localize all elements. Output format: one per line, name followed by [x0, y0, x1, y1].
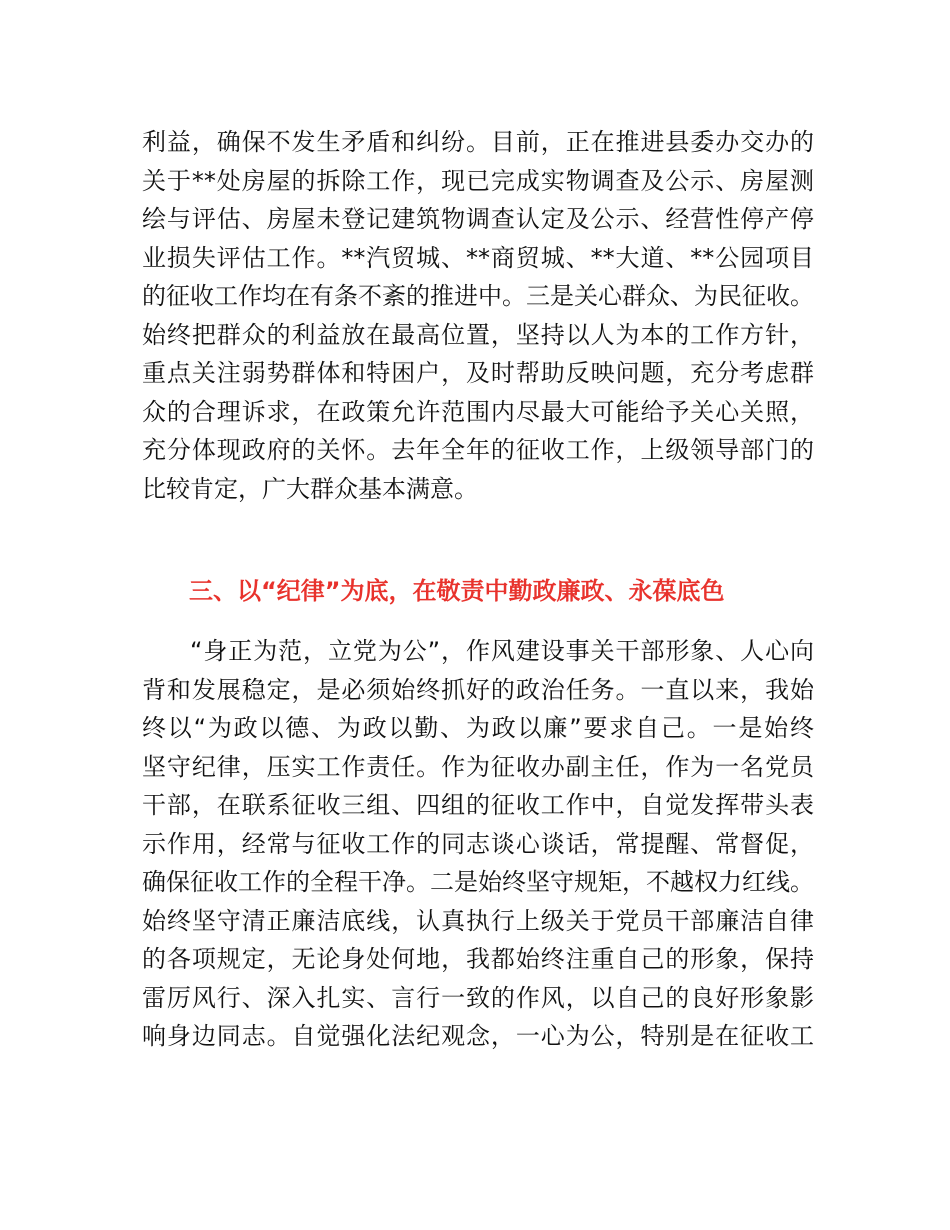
paragraph-line: 比较肯定，广大群众基本满意。 — [142, 474, 478, 503]
paragraph-line: 始终把群众的利益放在最高位置，坚持以人为本的工作方针， — [142, 320, 814, 349]
section-heading: 三、以“纪律”为底，在敬责中勤政廉政、永葆底色 — [189, 577, 725, 605]
paragraph-line: 响身边同志。自觉强化法纪观念，一心为公，特别是在征收工 — [142, 1022, 814, 1050]
body-paragraph-1 — [142, 123, 814, 508]
paragraph-line: “身正为范，立党为公”，作风建设事关干部形象、人心向 — [190, 637, 814, 665]
paragraph-line: 绘与评估、房屋未登记建筑物调查认定及公示、经营性停产停 — [142, 205, 814, 233]
paragraph-line: 重点关注弱势群体和特困户，及时帮助反映问题，充分考虑群 — [142, 359, 814, 387]
paragraph-line: 雷厉风行、深入扎实、言行一致的作风，以自己的良好形象影 — [142, 983, 814, 1012]
paragraph-line: 干部，在联系征收三组、四组的征收工作中，自觉发挥带头表 — [142, 791, 814, 819]
paragraph-line: 众的合理诉求，在政策允许范围内尽最大可能给予关心关照， — [142, 397, 814, 426]
paragraph-line: 坚守纪律，压实工作责任。作为征收办副主任，作为一名党员 — [142, 752, 814, 781]
body-paragraph-2 — [142, 632, 814, 1056]
paragraph-line: 充分体现政府的关怀。去年全年的征收工作，上级领导部门的 — [142, 436, 814, 464]
paragraph-line: 示作用，经常与征收工作的同志谈心谈话，常提醒、常督促， — [142, 829, 814, 858]
paragraph-line: 关于**处房屋的拆除工作，现已完成实物调查及公示、房屋测 — [142, 166, 814, 195]
paragraph-line: 确保征收工作的全程干净。二是始终坚守规矩，不越权力红线。 — [142, 868, 814, 896]
paragraph-line: 背和发展稳定，是必须始终抓好的政治任务。一直以来，我始 — [142, 675, 814, 704]
paragraph-line: 始终坚守清正廉洁底线，认真执行上级关于党员干部廉洁自律 — [142, 906, 814, 935]
paragraph-line: 业损失评估工作。**汽贸城、**商贸城、**大道、**公园项目 — [142, 243, 814, 272]
paragraph-line: 的征收工作均在有条不紊的推进中。三是关心群众、为民征收。 — [142, 282, 814, 310]
paragraph-line: 的各项规定，无论身处何地，我都始终注重自己的形象，保持 — [142, 945, 814, 973]
paragraph-line: 终以“为政以德、为政以勤、为政以廉”要求自己。一是始终 — [142, 714, 814, 742]
paragraph-line: 利益，确保不发生矛盾和纠纷。目前，正在推进县委办交办的 — [142, 128, 814, 156]
